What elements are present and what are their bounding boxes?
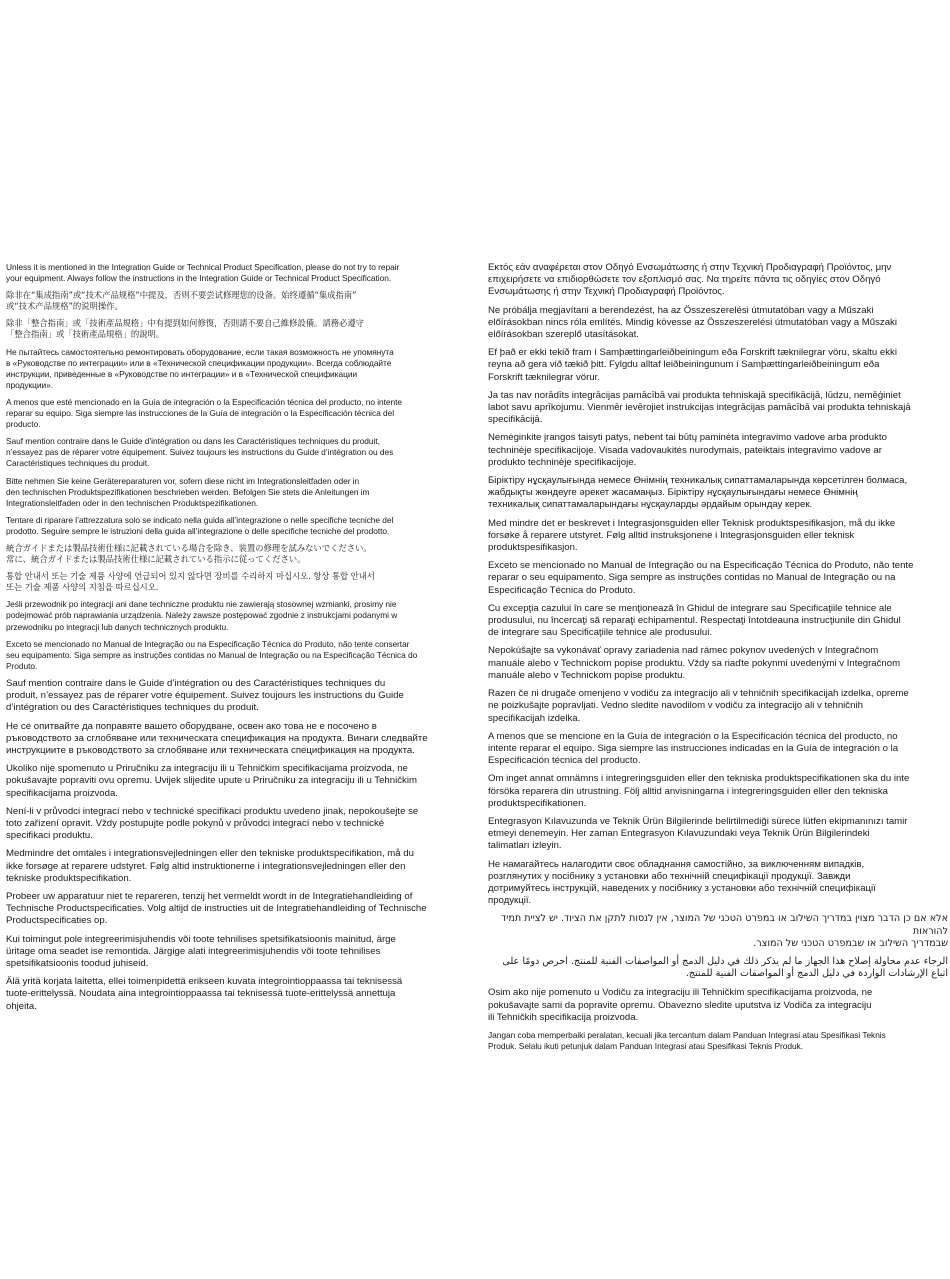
warning-simplified-chinese: 除非在“集成指南”或“技术产品规格”中提及，否则不要尝试修理您的设备。始终遵循“集成指南” 或“技术产品规格”的说明操作。 [6,290,357,312]
warning-finnish: Älä yritä korjata laitetta, ellei toimenpidettä erikseen kuvata integrointioppaassa tai teknisessä tuote-erittelyssä. Noudata aina integrointioppaassa tai teknisessä tuote-erittelyssä annettuja ohjeita. [6,976,403,1012]
warning-czech: Není-li v průvodci integrací nebo v technické specifikaci produktu uvedeno jinak, nepokoušejte se toto zařízení opravit. Vždy postupujte podle pokynů v průvodci integrací nebo v technické specifikaci produktu. [6,805,419,842]
warning-slovak: Nepokúšajte sa vykonávať opravy zariadenia nad rámec pokynov uvedených v Integračnom manuále alebo v Technickom popise produktu. Vždy sa riaďte pokynmi uvedenými v Integračnom manuále alebo v Technickom popise produktu. [488,645,901,681]
warning-korean: 통합 안내서 또는 기술 제품 사양에 언급되어 있지 않다면 장비를 수리하지 마십시오. 항상 통합 안내서 또는 기술 제품 사양의 지침을 따르십시오. [6,571,375,593]
warning-latvian: Ja tas nav norādīts integrācijas pamācībā vai produkta tehniskajā specifikācijā, lūdzu, nemēģiniet labot savu aprīkojumu. Vienmēr ievērojiet instrukcijas integrācijas pamācībā vai produkta tehniskajā specifikācijā. [488,389,911,426]
warning-portuguese: Exceto se mencionado no Manual de Integração ou na Especificação Técnica do Produto, não tente reparar o seu equipamento. Siga sempre as instruções contidas no Manual de Integração ou na Especificação Técnica do Produto. [488,560,914,596]
warning-german: Bitte nehmen Sie keine Gerätereparaturen vor, sofern diese nicht im Integrationsleitfaden oder in den technischen Produktspezifikationen beschrieben werden. Befolgen Sie stets die Anleitungen im Integrationsleitfaden oder in den technischen Produktspezifikationen. [6,475,370,508]
warning-japanese: 統合ガイドまたは製品技術仕様に記載されている場合を除き、装置の修理を試みないでください。 常に、統合ガイドまたは製品技術仕様に記載されている指示に従ってください。 [6,542,372,565]
warning-turkish: Entegrasyon Kılavuzunda ve Teknik Ürün Bilgilerinde belirtilmediği sürece lütfen ekipmanınızı tamir etmeyi denemeyin. Her zaman Entegrasyon Kılavuzundaki veya Teknik Ürün Bilgilerindeki talimatları izleyin. [488,815,908,852]
warning-serbian: Osim ako nije pomenuto u Vodiču za integraciju ili Tehničkim specifikacijama proizvoda, ne pokušavajte sami da popravite opremu. Obavezno sledite uputstva iz Vodiča za integraciju ili Tehničkih specifikacija proizvoda. [488,987,873,1023]
warning-french: Sauf mention contraire dans le Guide d’intégration ou dans les Caractéristiques techniques du produit, n’essayez pas de réparer votre équipement. Suivez toujours les instructions du Guide d’intégration ou des Caractéristiques techniques du produit. [6,436,394,469]
warning-croatian: Ukoliko nije spomenuto u Priručniku za integraciju ili u Tehničkim specifikacijama proizvoda, ne pokušavajte popraviti ovu opremu. Uvijek slijedite upute u Priručniku za integraciju ili u Tehničkim specifikacijama proizvoda. [6,763,417,799]
warning-greek: Εκτός εάν αναφέρεται στον Οδηγό Ενσωμάτωσης ή στην Τεχνική Προδιαγραφή Προϊόντος, μην επιχειρήσετε να επιδιορθώσετε τον εξοπλισμό σας. Να τηρείτε πάντα τις οδηγίες στον Οδηγό Ενσωμάτωσης ή στην Τεχνική Προδιαγραφή Προϊόντος. [488,262,892,298]
warning-french-canada: Sauf mention contraire dans le Guide d’intégration ou des Caractéristiques techniques du produit, n’essayez pas de réparer votre équipement. Suivez toujours les instructions du Guide d’intégration ou des Caractéristiques techniques du produit. [6,677,404,714]
warning-spanish: A menos que esté mencionado en la Guía de integración o la Especificación técnica del producto, no intente reparar su equipo. Siga siempre las instrucciones de la Guía de integración o la Especificación técnica del producto. [6,396,403,430]
warning-danish: Medmindre det omtales i integrationsvejledningen eller den tekniske produktspecifikation, må du ikke forsøge at reparere udstyret. Følg altid instruktionerne i integrationsvejledningen eller den tekniske produktspecifikation. [6,848,414,884]
warning-russian: Не пытайтесь самостоятельно ремонтировать оборудование, если такая возможность не упомянута в «Руководстве по интеграции» или в «Технической спецификации продукции». Всегда соблюдайте инструкции, приведенные в «Руководстве по интеграции» и в «Технической спецификации продукции». [6,346,394,390]
warning-bulgarian: Не се опитвайте да поправяте вашето оборудване, освен ако това не е посочено в ръководството за сглобяване или техническата спецификация на продукта. Винаги следвайте инструкциите в ръководството за сглобяване или техническата спецификация на продукта. [6,720,428,756]
warning-portuguese-brazil: Exceto se mencionado no Manual de Integração ou na Especificação Técnica do Produto, não tente consertar seu equipamento. Siga sempre as instruções contidas no Manual de Integração ou na Especificação Técnica do Produto. [6,638,418,671]
warning-hebrew: אלא אם כן הדבר מצוין במדריך השילוב או במפרט הטכני של המוצר, אין לנסות לתקן את הציוד. יש לציית תמיד להוראות שבמדריך השילוב או שבמפרט הטכני של המוצר. [500,913,948,949]
warning-english: Unless it is mentioned in the Integration Guide or Technical Product Specification, please do not try to repair your equipment. Always follow the instructions in the Integration Guide or Technical Product Specification. [6,262,400,284]
warning-swedish: Om inget annat omnämns i integreringsguiden eller den tekniska produktspecifikationen ska du inte försöka reparera din utrustning. Följ alltid anvisningarna i integreringsguiden eller den tekniska produktspecifikationen. [488,773,910,809]
warning-polish: Jeśli przewodnik po integracji ani dane techniczne produktu nie zawierają stosownej wzmianki, prosimy nie podejmować prób naprawiania urządzenia. Należy zawsze postępować zgodnie z instrukcjami podanymi w przewodniku po integracji lub danych technicznych produktu. [6,599,398,632]
warning-romanian: Cu excepţia cazului în care se menţionează în Ghidul de integrare sau Specificaţiile tehnice ale produsului, nu încercaţi să reparaţi echipamentul. Respectaţi întotdeauna instrucţiunile din Ghidul de integrare sau Specificaţiile tehnice ale produsului. [488,602,901,639]
warning-italian: Tentare di riparare l’attrezzatura solo se indicato nella guida all’integrazione o nelle specifiche tecniche del prodotto. Seguire sempre le istruzioni della guida all’integrazione o delle specifiche tecniche del prodotto. [6,514,394,536]
warning-estonian: Kui toimingut pole integreerimisjuhendis või toote tehnilises spetsifikatsioonis mainitud, ärge üritage oma seadet ise remontida. Järgige alati integreerimisjuhendis või toote tehnilises spetsifikatsioonis toodud juhiseid. [6,933,396,969]
warning-dutch: Probeer uw apparatuur niet te repareren, tenzij het vermeldt wordt in de Integratiehandleiding of Technische Productspecificaties. Volg altijd de instructies uit de Integratiehandleiding of Technische Productspecificaties op. [6,890,427,927]
warning-slovenian: Razen če ni drugače omenjeno v vodiču za integracijo ali v tehničnih specifikacijah izdelka, opreme ne poizkušajte popravljati. Vedno sledite navodilom v vodiču za integracijo ali v tehničnih specifikacijah izdelka. [488,688,909,724]
warning-lithuanian: Nemėginkite įrangos taisyti patys, nebent tai būtų paminėta integravimo vadove arba produkto techninėje specifikacijoje. Visada vadovaukitės nurodymais, pateiktais integravimo vadove ar produkto techninėje specifikacijoje. [488,432,887,468]
warning-hungarian: Ne próbálja megjavítani a berendezést, ha az Összeszerelési útmutatóban vagy a Műszaki előírásokban nincs róla említés. Mindig kövesse az Összeszerelési útmutatóban vagy a Műszaki előírásokban szereplő utasításokat. [488,304,897,341]
warning-arabic: الرجاء عدم محاولة إصلاح هذا الجهاز ما لم يذكر ذلك في دليل الدمج أو المواصفات الفنية للمنتج. احرص دومًا على اتباع الإرشادات الواردة في دليل الدمج أو المواصفات الفنية للمنتج. [502,955,948,980]
warning-indonesian: Jangan coba memperbaiki peralatan, kecuali jika tercantum dalam Panduan Integrasi atau Spesifikasi Teknis Produk. Selalu ikuti petunjuk dalam Panduan Integrasi atau Spesifikasi Teknis Produk. [488,1029,886,1052]
left-column [6,262,468,1019]
warning-kazakh: Біріктіру нұсқаулығында немесе Өнімнің техникалық сипаттамаларында көрсетілген болмаса, жабдықты жөндеуге әрекет жасамаңыз. Біріктіру нұсқаулығындағы немесе Өнімнің техникалық сипаттамаларындағы нұсқауларды әрдайым орындау керек. [488,475,908,511]
warning-norwegian: Med mindre det er beskrevet i Integrasjonsguiden eller Teknisk produktspesifikasjon, må du ikke forsøke å reparere utstyret. Følg alltid instruksjonene i Integrasjonsguiden eller teknisk produktspesifikasjon. [488,517,896,554]
warning-icelandic: Ef það er ekki tekið fram í Samþættingarleiðbeiningum eða Forskrift tæknilegrar vöru, skaltu ekki reyna að gera við tækið þitt. Fylgdu alltaf leiðbeiningunum í Samþættingarleiðbeiningum eða Forskrift tæknilegrar vörur. [488,347,897,383]
warning-spanish-latam: A menos que se mencione en la Guía de integración o la Especificación técnica del producto, no intente reparar el equipo. Siga siempre las instrucciones indicadas en la Guía de integración o la Especificación técnica del producto. [488,730,899,767]
warning-ukrainian: Не намагайтесь налагодити своє обладнання самостійно, за виключенням випадків, розглянутих у посібнику з установки або технічній специфікації продукції. Завжди дотримуйтесь інструкцій, наведених у посібнику з установки або технічній специфікації продукції. [488,858,876,907]
right-column [488,262,948,1058]
warning-traditional-chinese: 除非「整合指南」或「技術產品規格」中有提到如何修復，否則請不要自己維修設備。請務必遵守 「整合指南」或「技術產品規格」的說明。 [6,318,364,340]
